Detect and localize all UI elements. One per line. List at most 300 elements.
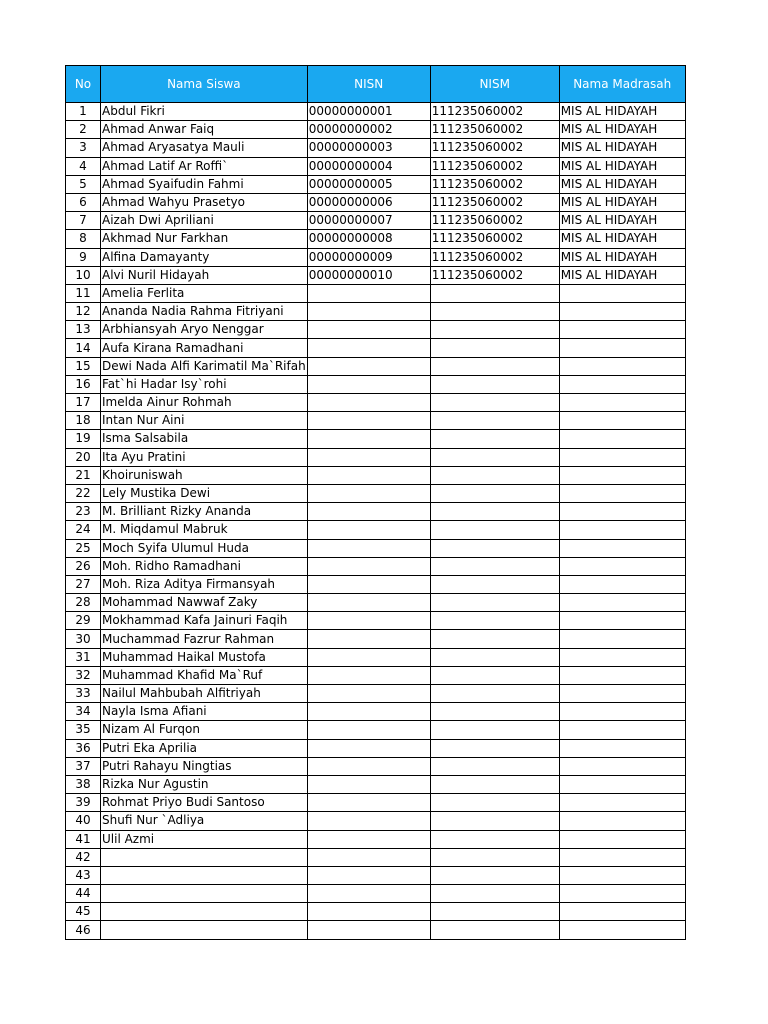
cell-nama-madrasah[interactable]	[559, 903, 685, 921]
cell-nama-siswa[interactable]	[101, 321, 308, 339]
cell-nism[interactable]: 111235060002	[430, 266, 559, 284]
table-row	[66, 448, 686, 466]
cell-no[interactable]: 1	[66, 103, 101, 121]
cell-no[interactable]: 3	[66, 139, 101, 157]
cell-nama-madrasah[interactable]: MIS AL HIDAYAH	[559, 103, 685, 121]
cell-nama-siswa[interactable]	[101, 121, 308, 139]
cell-nism[interactable]: 111235060002	[430, 212, 559, 230]
cell-nama-madrasah[interactable]	[559, 812, 685, 830]
table-row	[66, 266, 686, 284]
cell-nama-siswa[interactable]	[101, 757, 308, 775]
table-row	[66, 903, 686, 921]
cell-nism[interactable]	[430, 612, 559, 630]
cell-nisn[interactable]	[307, 375, 430, 393]
student-name-text: Rohmat Priyo Budi Santoso	[102, 795, 265, 810]
cell-no[interactable]: 2	[66, 121, 101, 139]
table-row	[66, 375, 686, 393]
cell-nisn[interactable]	[307, 903, 430, 921]
cell-nama-madrasah[interactable]	[559, 375, 685, 393]
cell-no[interactable]: 6	[66, 193, 101, 211]
cell-nism[interactable]	[430, 284, 559, 302]
cell-nism[interactable]: 111235060002	[430, 157, 559, 175]
cell-no[interactable]: 44	[66, 885, 101, 903]
cell-nisn[interactable]: 00000000004	[307, 157, 430, 175]
cell-nisn[interactable]	[307, 321, 430, 339]
cell-nism[interactable]	[430, 521, 559, 539]
cell-nama-siswa[interactable]	[101, 775, 308, 793]
cell-nama-madrasah[interactable]	[559, 303, 685, 321]
cell-nama-siswa[interactable]	[101, 193, 308, 211]
cell-nisn[interactable]	[307, 848, 430, 866]
cell-nism[interactable]	[430, 357, 559, 375]
cell-nama-madrasah[interactable]	[559, 284, 685, 302]
cell-nisn[interactable]	[307, 885, 430, 903]
cell-nisn[interactable]	[307, 830, 430, 848]
cell-nama-madrasah[interactable]	[559, 721, 685, 739]
cell-nism[interactable]	[430, 448, 559, 466]
table-row	[66, 357, 686, 375]
cell-nama-madrasah[interactable]	[559, 594, 685, 612]
cell-nisn[interactable]	[307, 484, 430, 502]
cell-no[interactable]: 5	[66, 175, 101, 193]
cell-nisn[interactable]	[307, 448, 430, 466]
cell-nama-madrasah[interactable]	[559, 703, 685, 721]
student-name-text: Intan Nur Aini	[102, 413, 185, 428]
student-name-text: Ita Ayu Pratini	[102, 449, 186, 464]
cell-nama-madrasah[interactable]	[559, 484, 685, 502]
cell-nisn[interactable]	[307, 739, 430, 757]
cell-nama-siswa[interactable]	[101, 612, 308, 630]
table-row	[66, 521, 686, 539]
student-name-text: Arbhiansyah Aryo Nenggar	[102, 322, 264, 337]
cell-nism[interactable]	[430, 375, 559, 393]
table-row	[66, 630, 686, 648]
cell-no[interactable]: 8	[66, 230, 101, 248]
cell-nism[interactable]	[430, 866, 559, 884]
cell-nama-siswa[interactable]	[101, 375, 308, 393]
table-row	[66, 885, 686, 903]
cell-no[interactable]: 42	[66, 848, 101, 866]
cell-nama-siswa[interactable]	[101, 721, 308, 739]
cell-nisn[interactable]	[307, 303, 430, 321]
student-name-text: Alfina Damayanty	[102, 249, 210, 264]
student-name-text: Muhammad Khafid Ma`Ruf	[102, 667, 263, 682]
cell-no[interactable]: 28	[66, 594, 101, 612]
cell-no[interactable]: 20	[66, 448, 101, 466]
student-name-text: Ahmad Aryasatya Mauli	[102, 140, 245, 155]
cell-nisn[interactable]	[307, 394, 430, 412]
table-row	[66, 830, 686, 848]
cell-nama-madrasah[interactable]	[559, 448, 685, 466]
cell-nama-siswa[interactable]	[101, 703, 308, 721]
cell-nisn[interactable]: 00000000006	[307, 193, 430, 211]
cell-no[interactable]: 22	[66, 484, 101, 502]
cell-nisn[interactable]	[307, 284, 430, 302]
cell-nama-siswa[interactable]	[101, 885, 308, 903]
cell-nisn[interactable]	[307, 612, 430, 630]
cell-no[interactable]: 35	[66, 721, 101, 739]
student-name-text: Amelia Ferlita	[102, 285, 185, 300]
cell-nama-siswa[interactable]	[101, 685, 308, 703]
cell-nisn[interactable]	[307, 412, 430, 430]
cell-nama-madrasah[interactable]	[559, 430, 685, 448]
cell-nisn[interactable]	[307, 794, 430, 812]
cell-nisn[interactable]	[307, 575, 430, 593]
cell-nama-madrasah[interactable]	[559, 539, 685, 557]
cell-nama-siswa[interactable]	[101, 866, 308, 884]
cell-nama-madrasah[interactable]: MIS AL HIDAYAH	[559, 139, 685, 157]
cell-no[interactable]: 17	[66, 394, 101, 412]
cell-nama-madrasah[interactable]	[559, 848, 685, 866]
cell-nisn[interactable]: 00000000009	[307, 248, 430, 266]
cell-nama-madrasah[interactable]	[559, 612, 685, 630]
cell-no[interactable]: 29	[66, 612, 101, 630]
cell-nisn[interactable]: 00000000007	[307, 212, 430, 230]
cell-no[interactable]: 19	[66, 430, 101, 448]
cell-nism[interactable]	[430, 648, 559, 666]
table-row	[66, 230, 686, 248]
cell-nism[interactable]	[430, 848, 559, 866]
header-nama-madrasah: Nama Madrasah	[559, 66, 685, 103]
cell-no[interactable]: 43	[66, 866, 101, 884]
cell-nism[interactable]: 111235060002	[430, 248, 559, 266]
cell-no[interactable]: 11	[66, 284, 101, 302]
cell-no[interactable]: 33	[66, 685, 101, 703]
cell-nama-siswa[interactable]	[101, 303, 308, 321]
student-table	[65, 65, 686, 940]
cell-nama-siswa[interactable]	[101, 448, 308, 466]
cell-no[interactable]: 36	[66, 739, 101, 757]
cell-nama-siswa[interactable]	[101, 248, 308, 266]
cell-nisn[interactable]	[307, 721, 430, 739]
cell-nism[interactable]: 111235060002	[430, 121, 559, 139]
cell-nisn[interactable]: 00000000003	[307, 139, 430, 157]
table-row	[66, 339, 686, 357]
cell-no[interactable]: 7	[66, 212, 101, 230]
cell-nama-siswa[interactable]	[101, 484, 308, 502]
student-name-text: Abdul Fikri	[102, 104, 165, 119]
cell-nism[interactable]	[430, 484, 559, 502]
table-row	[66, 248, 686, 266]
cell-nama-siswa[interactable]	[101, 921, 308, 939]
cell-nism[interactable]	[430, 466, 559, 484]
cell-nisn[interactable]: 00000000010	[307, 266, 430, 284]
cell-nama-siswa[interactable]	[101, 521, 308, 539]
cell-nism[interactable]	[430, 775, 559, 793]
cell-nisn[interactable]	[307, 630, 430, 648]
cell-nama-siswa[interactable]	[101, 175, 308, 193]
cell-nama-madrasah[interactable]: MIS AL HIDAYAH	[559, 157, 685, 175]
student-name-text: Muhammad Haikal Mustofa	[102, 649, 266, 664]
cell-no[interactable]: 34	[66, 703, 101, 721]
cell-nism[interactable]	[430, 685, 559, 703]
table-row	[66, 666, 686, 684]
cell-no[interactable]: 39	[66, 794, 101, 812]
student-name-text: Ananda Nadia Rahma Fitriyani	[102, 304, 284, 319]
cell-nism[interactable]	[430, 666, 559, 684]
cell-nama-siswa[interactable]	[101, 794, 308, 812]
student-name-text: Akhmad Nur Farkhan	[102, 231, 229, 246]
cell-no[interactable]: 40	[66, 812, 101, 830]
cell-no[interactable]: 30	[66, 630, 101, 648]
cell-nisn[interactable]: 00000000002	[307, 121, 430, 139]
student-name-text: Dewi Nada Alfi Karimatil Ma`Rifah	[102, 358, 306, 373]
table-row	[66, 775, 686, 793]
table-row	[66, 175, 686, 193]
cell-nisn[interactable]	[307, 594, 430, 612]
student-name-text: Nayla Isma Afiani	[102, 704, 207, 719]
cell-nama-madrasah[interactable]	[559, 339, 685, 357]
cell-no[interactable]: 27	[66, 575, 101, 593]
cell-nism[interactable]	[430, 557, 559, 575]
student-table-container	[65, 65, 686, 940]
cell-nama-siswa[interactable]	[101, 630, 308, 648]
cell-nism[interactable]	[430, 394, 559, 412]
table-row	[66, 430, 686, 448]
cell-nama-siswa[interactable]	[101, 666, 308, 684]
student-name-text: Ahmad Syaifudin Fahmi	[102, 176, 244, 191]
cell-nama-madrasah[interactable]	[559, 575, 685, 593]
cell-nama-madrasah[interactable]	[559, 921, 685, 939]
cell-nama-siswa[interactable]	[101, 230, 308, 248]
cell-nama-madrasah[interactable]	[559, 885, 685, 903]
cell-nism[interactable]	[430, 739, 559, 757]
cell-no[interactable]: 24	[66, 521, 101, 539]
table-row	[66, 703, 686, 721]
student-name-text: Ahmad Wahyu Prasetyo	[102, 195, 245, 210]
cell-nism[interactable]	[430, 539, 559, 557]
student-name-text: Nizam Al Furqon	[102, 722, 200, 737]
cell-no[interactable]: 46	[66, 921, 101, 939]
cell-nama-siswa[interactable]	[101, 503, 308, 521]
table-row	[66, 212, 686, 230]
cell-nama-madrasah[interactable]: MIS AL HIDAYAH	[559, 175, 685, 193]
cell-nama-madrasah[interactable]	[559, 412, 685, 430]
table-row	[66, 157, 686, 175]
cell-nisn[interactable]	[307, 866, 430, 884]
cell-nisn[interactable]	[307, 775, 430, 793]
cell-no[interactable]: 18	[66, 412, 101, 430]
student-name-text: Moch Syifa Ulumul Huda	[102, 540, 249, 555]
cell-nama-siswa[interactable]	[101, 812, 308, 830]
cell-no[interactable]: 23	[66, 503, 101, 521]
cell-nism[interactable]	[430, 503, 559, 521]
table-row	[66, 921, 686, 939]
cell-nama-siswa[interactable]	[101, 594, 308, 612]
cell-nama-madrasah[interactable]: MIS AL HIDAYAH	[559, 266, 685, 284]
table-row	[66, 648, 686, 666]
cell-no[interactable]: 37	[66, 757, 101, 775]
cell-no[interactable]: 16	[66, 375, 101, 393]
cell-nama-siswa[interactable]	[101, 284, 308, 302]
table-row	[66, 757, 686, 775]
cell-no[interactable]: 15	[66, 357, 101, 375]
table-row	[66, 103, 686, 121]
cell-nism[interactable]	[430, 903, 559, 921]
table-row	[66, 612, 686, 630]
cell-nism[interactable]	[430, 412, 559, 430]
cell-nama-madrasah[interactable]	[559, 648, 685, 666]
cell-nama-madrasah[interactable]	[559, 666, 685, 684]
cell-nisn[interactable]	[307, 539, 430, 557]
cell-nama-siswa[interactable]	[101, 394, 308, 412]
student-name-text: Shufi Nur `Adliya	[102, 813, 205, 828]
cell-nism[interactable]	[430, 339, 559, 357]
cell-nism[interactable]	[430, 721, 559, 739]
cell-nama-siswa[interactable]	[101, 103, 308, 121]
cell-nisn[interactable]	[307, 685, 430, 703]
cell-nism[interactable]: 111235060002	[430, 139, 559, 157]
cell-nism[interactable]	[430, 757, 559, 775]
cell-no[interactable]: 14	[66, 339, 101, 357]
cell-nisn[interactable]	[307, 339, 430, 357]
table-row	[66, 303, 686, 321]
cell-nama-madrasah[interactable]	[559, 739, 685, 757]
table-row	[66, 812, 686, 830]
cell-nisn[interactable]	[307, 703, 430, 721]
cell-nism[interactable]: 111235060002	[430, 230, 559, 248]
student-name-text: Lely Mustika Dewi	[102, 486, 211, 501]
cell-nism[interactable]	[430, 812, 559, 830]
cell-nama-madrasah[interactable]	[559, 503, 685, 521]
cell-nama-madrasah[interactable]	[559, 557, 685, 575]
student-name-text: Mohammad Nawwaf Zaky	[102, 595, 258, 610]
cell-nama-siswa[interactable]	[101, 557, 308, 575]
cell-no[interactable]: 32	[66, 666, 101, 684]
cell-nisn[interactable]: 00000000001	[307, 103, 430, 121]
cell-nama-madrasah[interactable]	[559, 357, 685, 375]
cell-nama-madrasah[interactable]	[559, 685, 685, 703]
student-name-text: Muchammad Fazrur Rahman	[102, 631, 275, 646]
cell-no[interactable]: 41	[66, 830, 101, 848]
cell-nisn[interactable]	[307, 757, 430, 775]
cell-nism[interactable]	[430, 575, 559, 593]
table-row	[66, 575, 686, 593]
cell-nism[interactable]: 111235060002	[430, 193, 559, 211]
cell-nism[interactable]	[430, 594, 559, 612]
cell-nism[interactable]	[430, 921, 559, 939]
cell-nama-siswa[interactable]	[101, 139, 308, 157]
cell-nama-madrasah[interactable]	[559, 866, 685, 884]
cell-no[interactable]: 45	[66, 903, 101, 921]
cell-nisn[interactable]	[307, 521, 430, 539]
cell-no[interactable]: 31	[66, 648, 101, 666]
cell-nama-madrasah[interactable]	[559, 521, 685, 539]
cell-no[interactable]: 21	[66, 466, 101, 484]
cell-nama-siswa[interactable]	[101, 212, 308, 230]
cell-nisn[interactable]	[307, 648, 430, 666]
cell-nama-siswa[interactable]	[101, 739, 308, 757]
cell-no[interactable]: 10	[66, 266, 101, 284]
header-no: No	[66, 66, 101, 103]
student-name-text: Moh. Ridho Ramadhani	[102, 558, 241, 573]
cell-nism[interactable]: 111235060002	[430, 103, 559, 121]
cell-nama-madrasah[interactable]	[559, 830, 685, 848]
cell-nama-madrasah[interactable]	[559, 321, 685, 339]
header-nisn: NISN	[307, 66, 430, 103]
cell-nism[interactable]	[430, 885, 559, 903]
cell-nama-madrasah[interactable]: MIS AL HIDAYAH	[559, 212, 685, 230]
cell-nisn[interactable]: 00000000005	[307, 175, 430, 193]
cell-nama-madrasah[interactable]: MIS AL HIDAYAH	[559, 248, 685, 266]
cell-nama-madrasah[interactable]	[559, 394, 685, 412]
table-row	[66, 193, 686, 211]
cell-nism[interactable]	[430, 830, 559, 848]
student-name-text: M. Miqdamul Mabruk	[102, 522, 228, 537]
cell-nism[interactable]	[430, 303, 559, 321]
cell-nama-siswa[interactable]	[101, 430, 308, 448]
table-row	[66, 484, 686, 502]
cell-nisn[interactable]	[307, 921, 430, 939]
cell-nama-siswa[interactable]	[101, 357, 308, 375]
cell-nama-madrasah[interactable]	[559, 630, 685, 648]
cell-nism[interactable]	[430, 630, 559, 648]
cell-nisn[interactable]	[307, 557, 430, 575]
cell-nisn[interactable]	[307, 430, 430, 448]
cell-nisn[interactable]	[307, 357, 430, 375]
cell-nama-siswa[interactable]	[101, 157, 308, 175]
cell-nism[interactable]	[430, 794, 559, 812]
cell-no[interactable]: 4	[66, 157, 101, 175]
student-name-text: Ahmad Anwar Faiq	[102, 122, 215, 137]
table-row	[66, 466, 686, 484]
cell-nama-madrasah[interactable]	[559, 466, 685, 484]
cell-nama-madrasah[interactable]	[559, 794, 685, 812]
table-row	[66, 685, 686, 703]
student-name-text: Alvi Nuril Hidayah	[102, 267, 210, 282]
cell-nama-siswa[interactable]	[101, 848, 308, 866]
cell-nism[interactable]	[430, 321, 559, 339]
cell-nama-madrasah[interactable]: MIS AL HIDAYAH	[559, 193, 685, 211]
cell-no[interactable]: 9	[66, 248, 101, 266]
cell-nama-siswa[interactable]	[101, 830, 308, 848]
cell-nama-siswa[interactable]	[101, 903, 308, 921]
table-row	[66, 848, 686, 866]
table-row	[66, 412, 686, 430]
cell-nism[interactable]	[430, 430, 559, 448]
cell-nama-siswa[interactable]	[101, 648, 308, 666]
cell-nama-siswa[interactable]	[101, 539, 308, 557]
student-name-text: Putri Rahayu Ningtias	[102, 758, 232, 773]
student-name-text: Isma Salsabila	[102, 431, 189, 446]
cell-nama-madrasah[interactable]: MIS AL HIDAYAH	[559, 121, 685, 139]
cell-no[interactable]: 25	[66, 539, 101, 557]
cell-nama-madrasah[interactable]	[559, 775, 685, 793]
cell-nama-madrasah[interactable]	[559, 757, 685, 775]
cell-nism[interactable]: 111235060002	[430, 175, 559, 193]
student-name-text: Aufa Kirana Ramadhani	[102, 340, 244, 355]
cell-no[interactable]: 38	[66, 775, 101, 793]
table-row	[66, 139, 686, 157]
cell-nisn[interactable]: 00000000008	[307, 230, 430, 248]
cell-no[interactable]: 13	[66, 321, 101, 339]
cell-nama-madrasah[interactable]: MIS AL HIDAYAH	[559, 230, 685, 248]
cell-no[interactable]: 26	[66, 557, 101, 575]
student-name-text: Putri Eka Aprilia	[102, 740, 198, 755]
cell-nisn[interactable]	[307, 503, 430, 521]
student-name-text: Mokhammad Kafa Jainuri Faqih	[102, 613, 288, 628]
cell-nama-siswa[interactable]	[101, 339, 308, 357]
cell-nism[interactable]	[430, 703, 559, 721]
cell-nama-siswa[interactable]	[101, 575, 308, 593]
cell-nama-siswa[interactable]	[101, 412, 308, 430]
cell-nisn[interactable]	[307, 812, 430, 830]
cell-no[interactable]: 12	[66, 303, 101, 321]
cell-nama-siswa[interactable]	[101, 266, 308, 284]
cell-nisn[interactable]	[307, 666, 430, 684]
cell-nisn[interactable]	[307, 466, 430, 484]
cell-nama-siswa[interactable]	[101, 466, 308, 484]
